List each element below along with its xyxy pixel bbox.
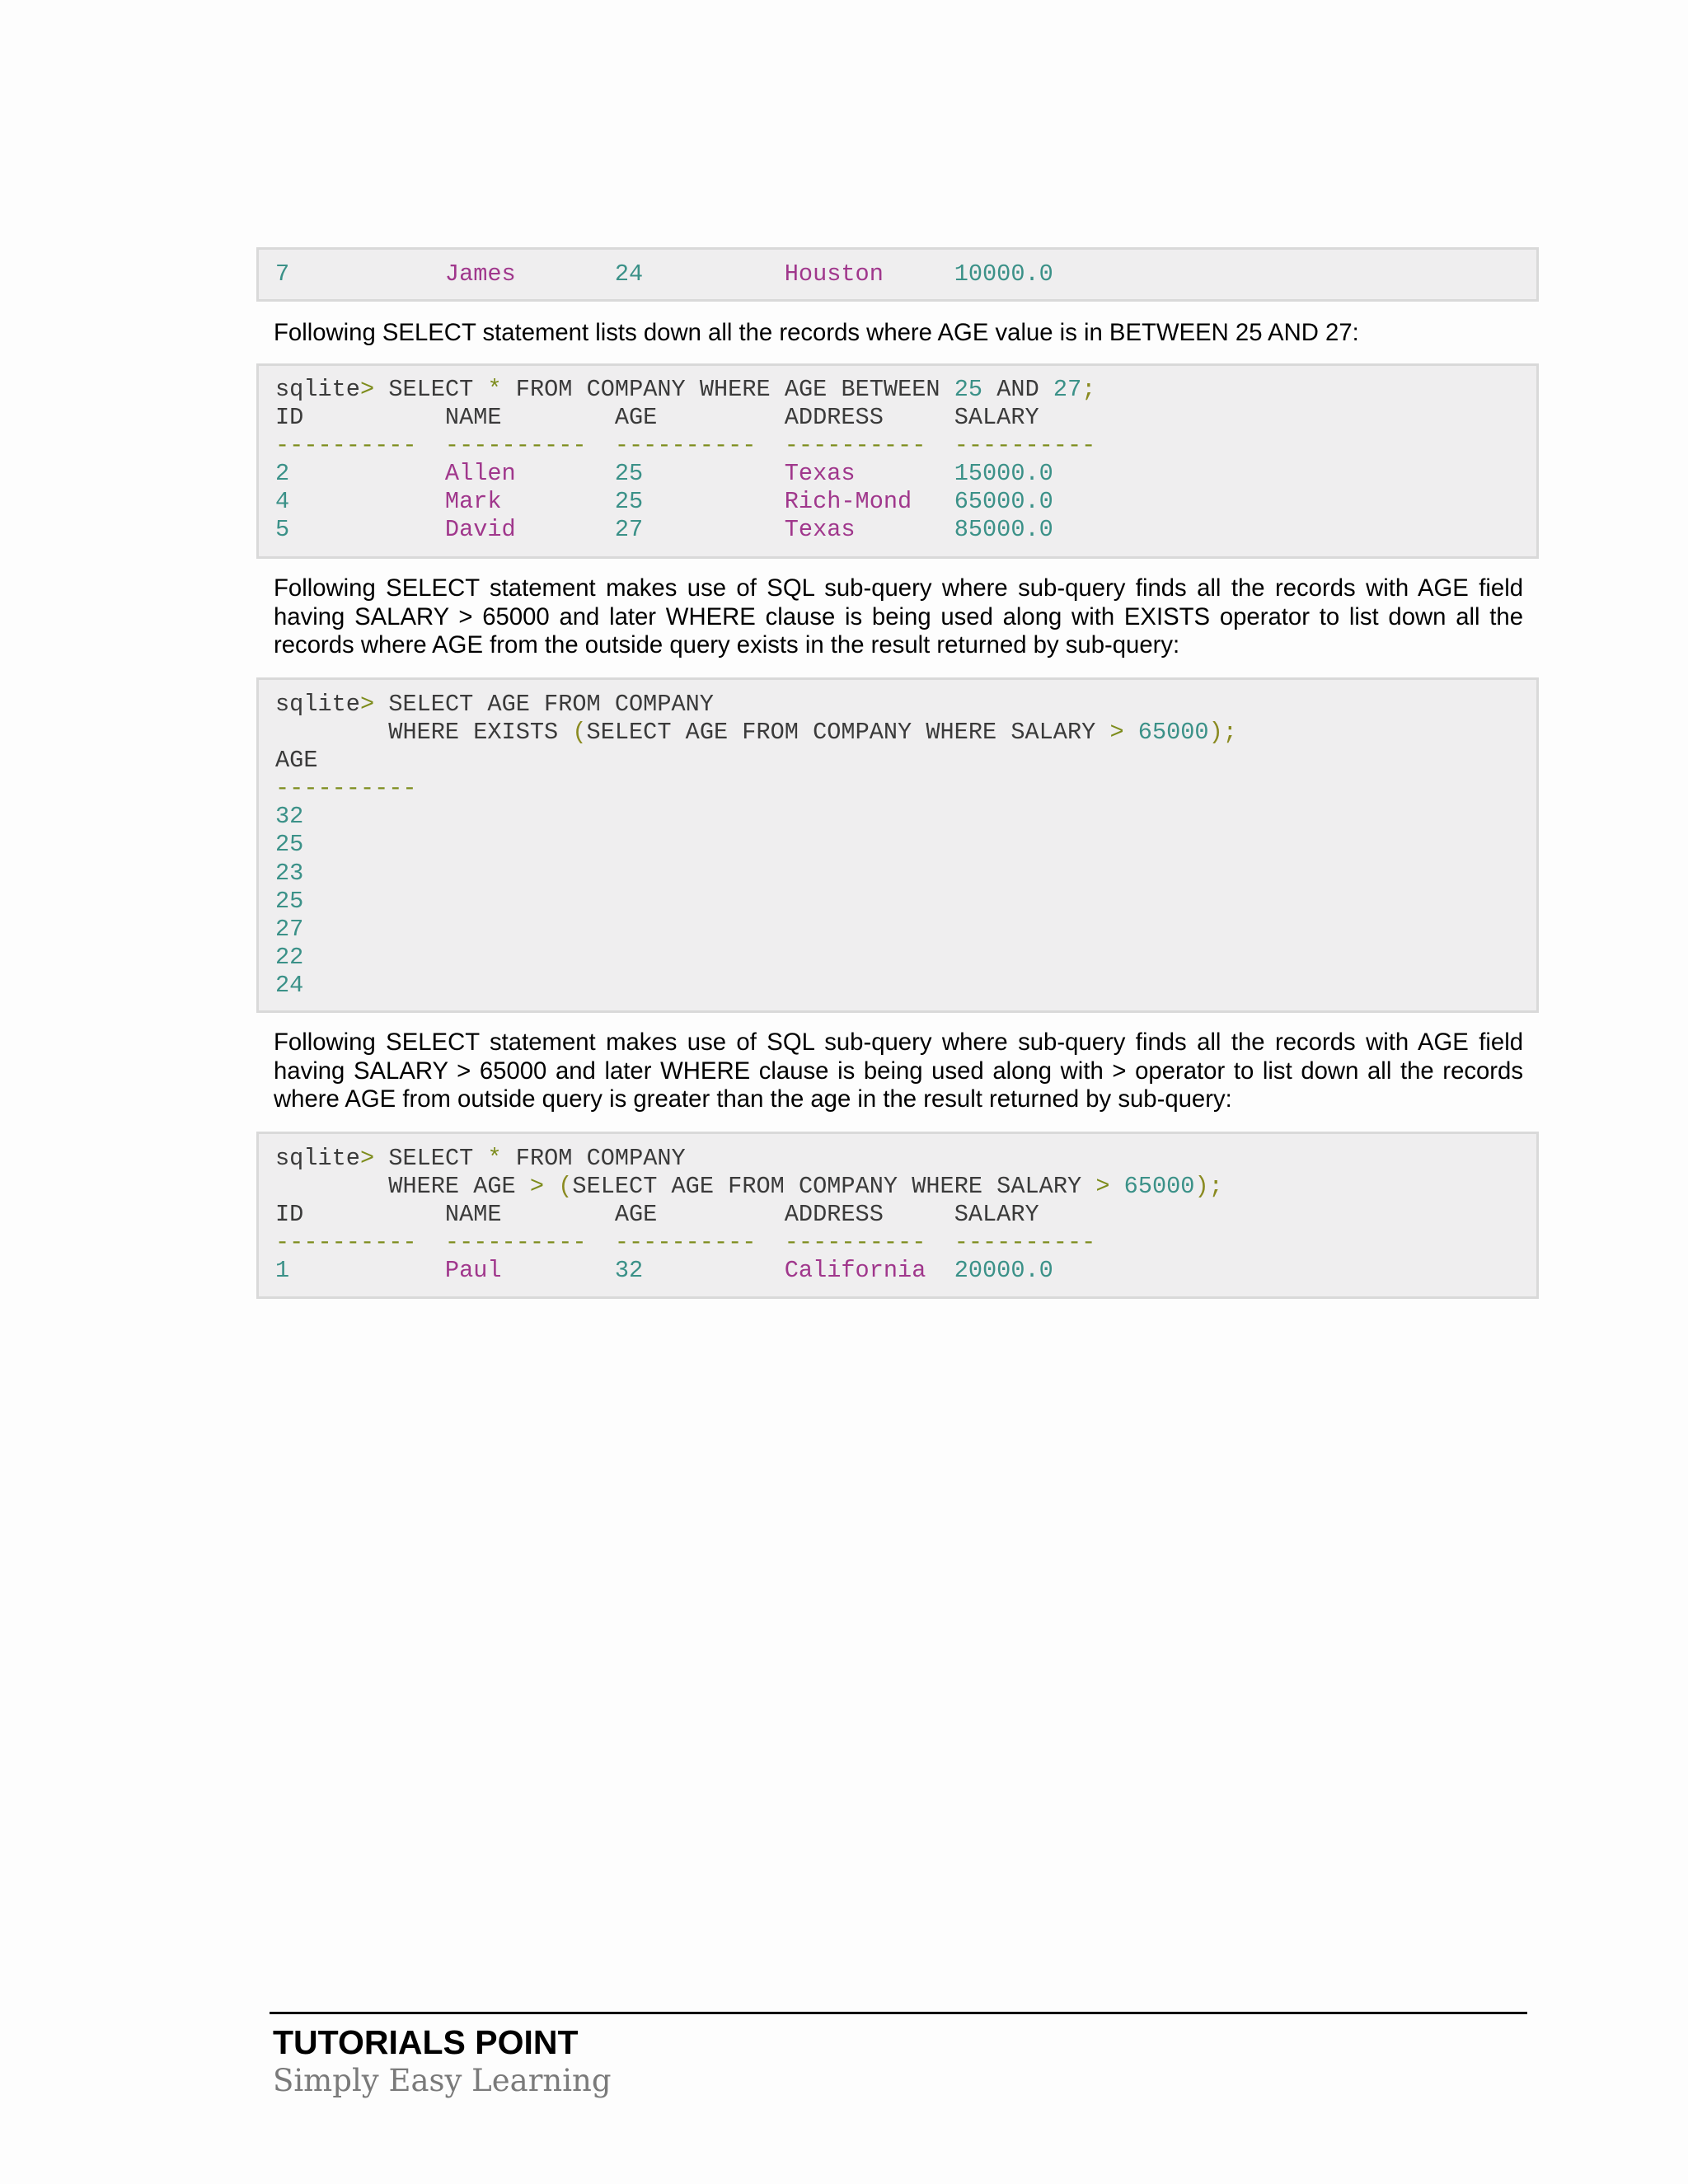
table-separator: ---------- ---------- ---------- ---------- ---------- [275, 432, 1096, 460]
list-item: 32 [275, 803, 304, 831]
query-line: WHERE AGE > (SELECT AGE FROM COMPANY WHERE SALARY > 65000); [388, 1173, 1223, 1201]
list-item: 23 [275, 859, 304, 887]
list-item: 22 [275, 943, 304, 971]
code-block-exists-query [256, 677, 1539, 1013]
footer-divider [270, 2012, 1527, 2014]
table-row: 5 David 27 Texas 85000.0 [275, 516, 1053, 544]
table-row: 2 Allen 25 Texas 15000.0 [275, 460, 1053, 488]
list-item: 25 [275, 887, 304, 915]
paragraph-between: Following SELECT statement lists down all the records where AGE value is in BETWEEN 25 AND 27: [274, 319, 1359, 346]
table-header: ID NAME AGE ADDRESS SALARY [275, 404, 1039, 432]
table-row: 7 James 24 Houston 10000.0 [275, 260, 1053, 288]
query-line: sqlite> SELECT AGE FROM COMPANY [275, 691, 714, 718]
code-block-result-tail [256, 247, 1539, 302]
table-row: 4 Mark 25 Rich-Mond 65000.0 [275, 488, 1053, 516]
paragraph-exists: Following SELECT statement makes use of SQL sub-query where sub-query finds all the records with AGE field having SALARY > 65000 and later WHERE clause is being used along with EXISTS operator to list down all the records where AGE from the outside query exists in the result returned by sub-query: [274, 574, 1523, 658]
table-separator: ---------- ---------- ---------- ---------- ---------- [275, 1229, 1096, 1257]
query-line: sqlite> SELECT * FROM COMPANY [275, 1145, 686, 1172]
footer-title: TUTORIALS POINT [273, 2023, 579, 2061]
table-row: 1 Paul 32 California 20000.0 [275, 1257, 1053, 1285]
table-header: AGE [275, 747, 318, 775]
table-separator: ---------- [275, 775, 417, 803]
query-line: WHERE EXISTS (SELECT AGE FROM COMPANY WHERE SALARY > 65000); [388, 719, 1237, 747]
paragraph-greater-than: Following SELECT statement makes use of SQL sub-query where sub-query finds all the records with AGE field having SALARY > 65000 and later WHERE clause is being used along with > operator to list down all the records where AGE from outside query is greater than the age in the result returned by sub-query: [274, 1029, 1523, 1113]
table-header: ID NAME AGE ADDRESS SALARY [275, 1201, 1039, 1229]
query-line: sqlite> SELECT * FROM COMPANY WHERE AGE BETWEEN 25 AND 27; [275, 376, 1096, 403]
footer-tagline: Simply Easy Learning [273, 2063, 612, 2098]
list-item: 27 [275, 915, 304, 943]
code-block-greater-than-query [256, 1132, 1539, 1299]
list-item: 24 [275, 971, 304, 999]
code-block-between-query [256, 363, 1539, 559]
list-item: 25 [275, 831, 304, 859]
